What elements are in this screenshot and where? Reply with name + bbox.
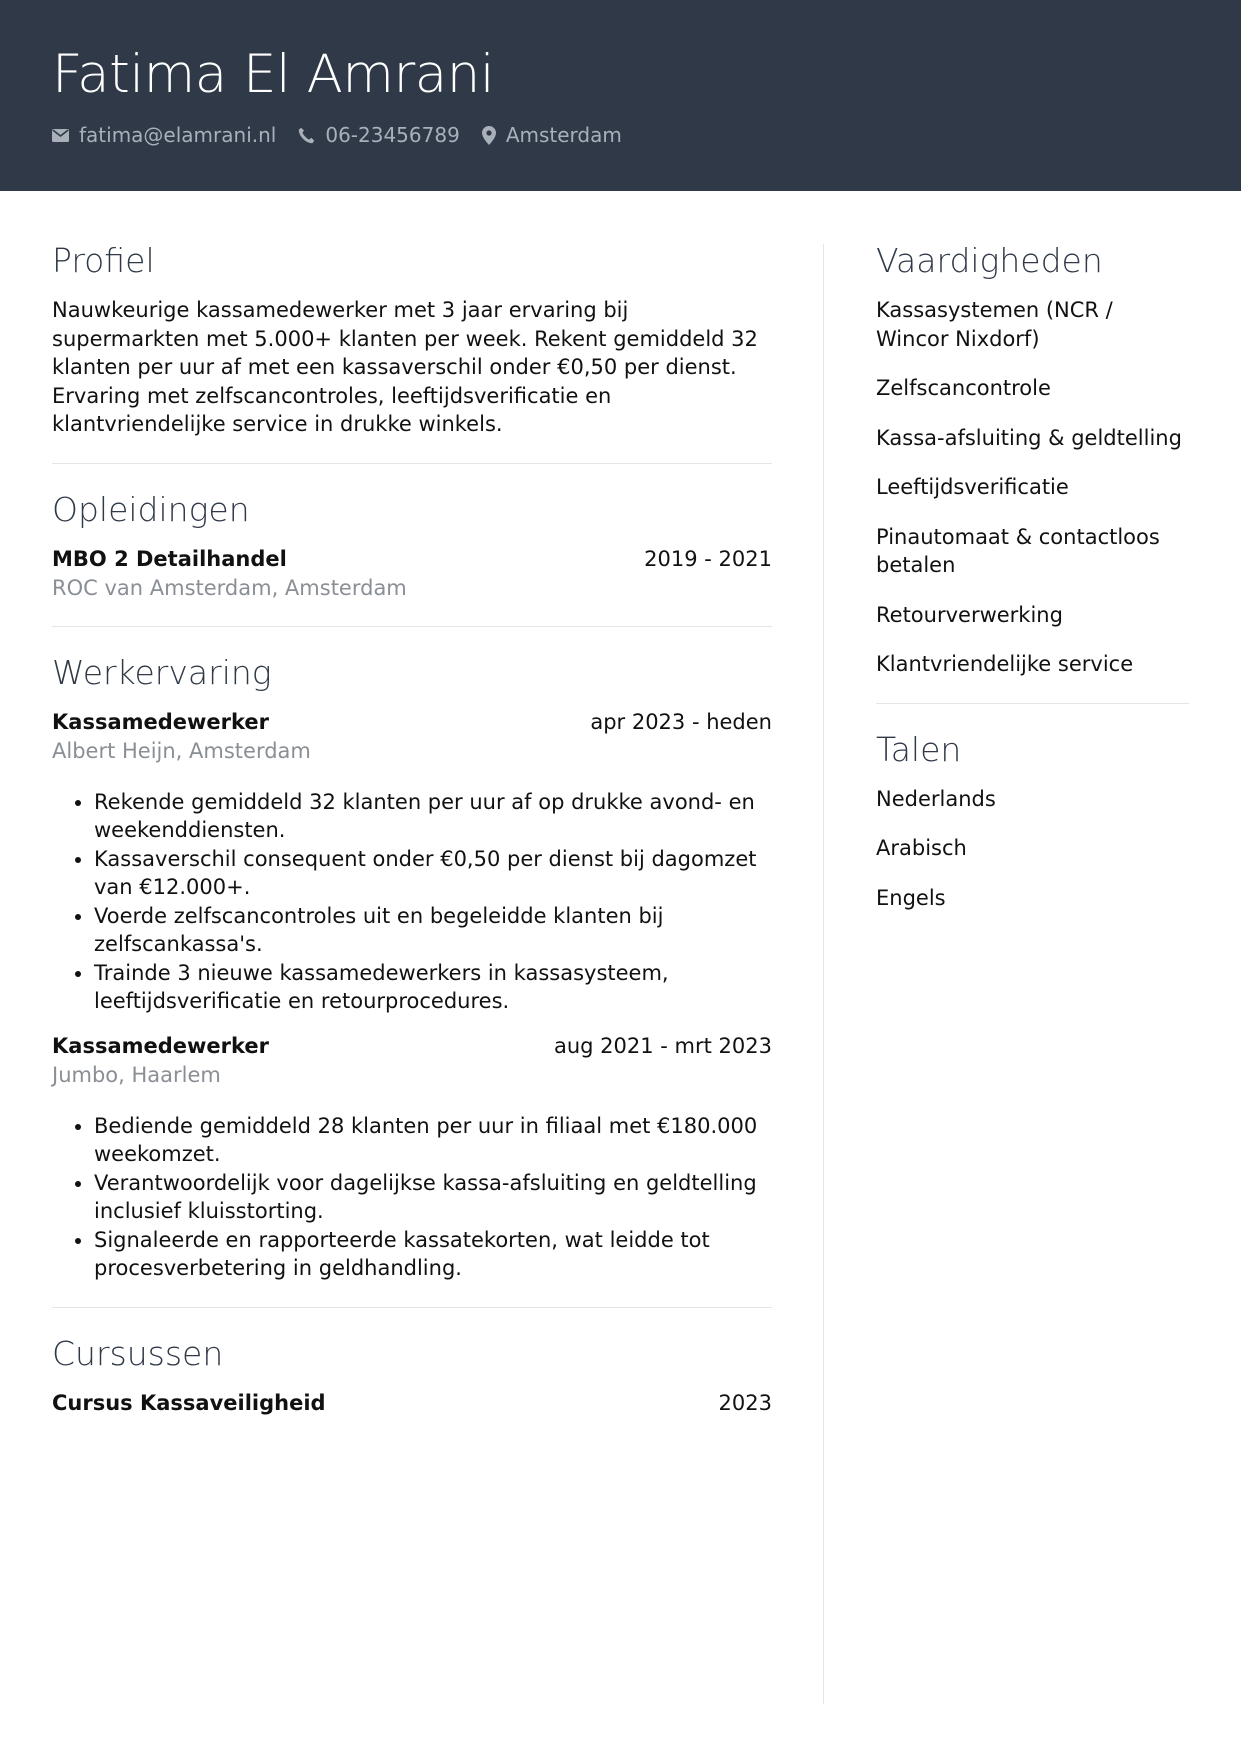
skill-item: Leeftijdsverificatie <box>876 475 1069 499</box>
column-divider <box>823 244 824 1704</box>
skill-item: Pinautomaat & contactloos betalen <box>876 524 1160 577</box>
education-entry <box>52 545 772 574</box>
section-talen <box>876 727 1189 913</box>
profile-text: Nauwkeurige kassamedewerker met 3 jaar ervaring bij supermarkten met 5.000+ klanten per week. Rekent gemiddeld 32 klanten per uur af met een kassaverschil onder €0,50 per dienst. Ervaring met zelfscancontroles, leeftijdsverificatie en klantvriendelijke service in drukke winkels. <box>52 298 758 436</box>
section-divider <box>52 1307 772 1308</box>
language-item: Engels <box>876 885 946 910</box>
candidate-name: Fatima El Amrani <box>52 44 495 105</box>
section-title: Cursussen <box>52 1333 224 1373</box>
education-school: ROC van Amsterdam, Amsterdam <box>52 575 407 600</box>
job-title: Kassamedewerker <box>52 1033 270 1058</box>
course-period: 2023 <box>718 1390 772 1415</box>
job-bullets <box>52 1112 772 1283</box>
contact-info <box>52 122 644 148</box>
section-werkervaring <box>52 650 772 1283</box>
section-title: Werkervaring <box>52 652 272 692</box>
main-column <box>52 238 772 1418</box>
email-text: fatima@elamrani.nl <box>79 123 277 147</box>
job-bullet: • Signaleerde en rapporteerde kassatekorten, wat leidde tot procesverbetering in geldhandling. <box>94 1226 772 1283</box>
map-pin-icon <box>482 126 496 145</box>
header-bar <box>0 0 1241 191</box>
phone-text: 06-23456789 <box>325 123 460 147</box>
job-employer: Jumbo, Haarlem <box>52 1062 221 1087</box>
job-bullet: • Voerde zelfscancontroles uit en begeleidde klanten bij zelfscankassa's. <box>94 902 772 959</box>
job-bullet: • Bediende gemiddeld 28 klanten per uur in filiaal met €180.000 weekomzet. <box>94 1112 772 1169</box>
job-period: apr 2023 - heden <box>590 709 772 734</box>
skill-item: Kassasystemen (NCR / Wincor Nixdorf) <box>876 298 1113 351</box>
skill-item: Retourverwerking <box>876 602 1063 627</box>
phone-icon <box>298 127 315 144</box>
section-cursussen <box>52 1331 772 1418</box>
job-title: Kassamedewerker <box>52 709 270 734</box>
job-bullet: • Rekende gemiddeld 32 klanten per uur af op drukke avond- en weekenddiensten. <box>94 788 772 845</box>
sidebar-column <box>876 238 1189 912</box>
job-bullet: • Verantwoordelijk voor dagelijkse kassa-afsluiting en geldtelling inclusief kluisstorting. <box>94 1169 772 1226</box>
envelope-icon <box>52 129 69 142</box>
section-opleidingen <box>52 487 772 603</box>
job-header <box>52 708 772 737</box>
skill-item: Klantvriendelijke service <box>876 652 1134 676</box>
education-period: 2019 - 2021 <box>644 546 772 571</box>
skill-item: Zelfscancontrole <box>876 376 1051 400</box>
job-entry <box>52 708 772 1016</box>
location-text: Amsterdam <box>505 123 622 147</box>
contact-location <box>482 123 622 147</box>
section-vaardigheden <box>876 238 1189 679</box>
course-title: Cursus Kassaveiligheid <box>52 1390 326 1415</box>
section-profiel <box>52 238 772 439</box>
education-title: MBO 2 Detailhandel <box>52 546 287 571</box>
section-title: Talen <box>876 729 962 769</box>
job-header <box>52 1032 772 1061</box>
section-divider <box>52 463 772 464</box>
job-bullet: • Kassaverschil consequent onder €0,50 per dienst bij dagomzet van €12.000+. <box>94 845 772 902</box>
job-entry <box>52 1032 772 1283</box>
section-divider <box>876 703 1189 704</box>
section-divider <box>52 626 772 627</box>
language-item: Nederlands <box>876 786 996 811</box>
course-entry <box>52 1389 772 1418</box>
job-period: aug 2021 - mrt 2023 <box>554 1033 772 1058</box>
job-bullets <box>52 788 772 1016</box>
job-bullet: • Trainde 3 nieuwe kassamedewerkers in kassasysteem, leeftijdsverificatie en retourprocedures. <box>94 959 772 1016</box>
contact-email[interactable] <box>52 123 276 147</box>
section-title: Vaardigheden <box>876 241 1103 280</box>
section-title: Opleidingen <box>52 489 250 529</box>
language-item: Arabisch <box>876 836 967 860</box>
job-employer: Albert Heijn, Amsterdam <box>52 738 311 763</box>
contact-phone[interactable] <box>298 123 459 147</box>
skill-item: Kassa-afsluiting & geldtelling <box>876 425 1182 450</box>
section-title: Profiel <box>52 241 155 280</box>
